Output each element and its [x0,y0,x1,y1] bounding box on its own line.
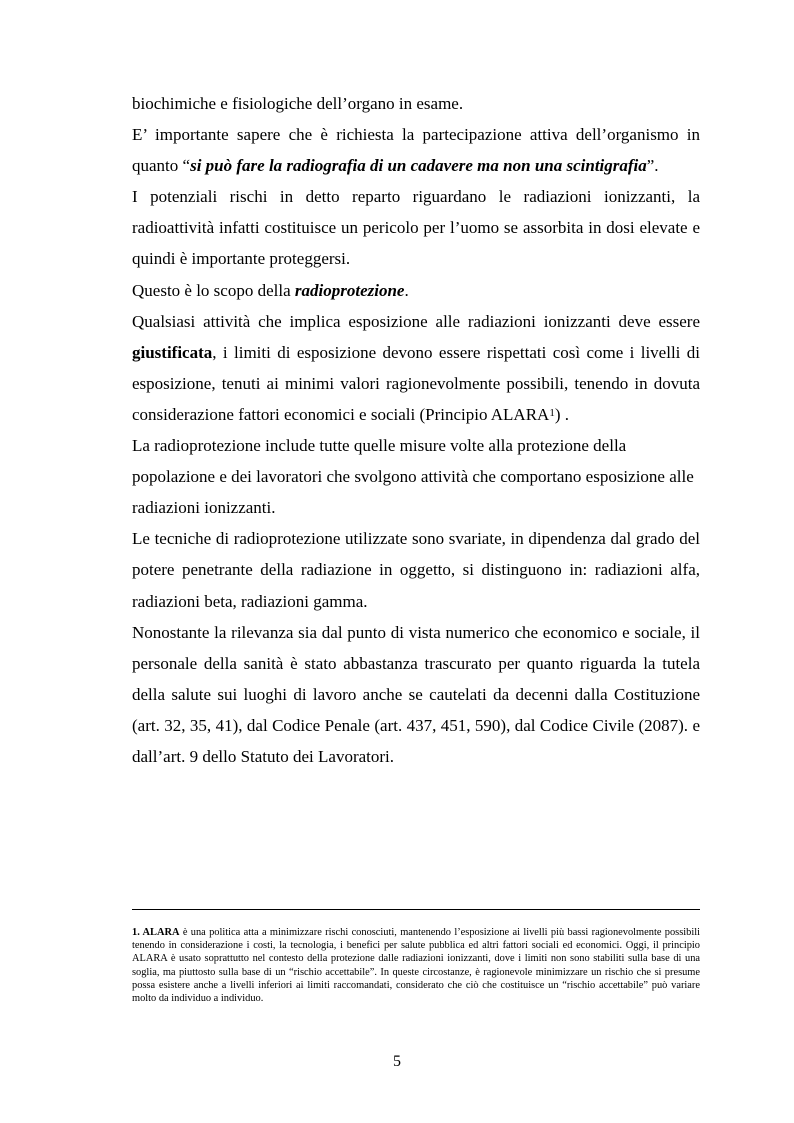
paragraph-organ-text: biochimiche e fisiologiche dell’organo in esame. [132,94,464,113]
footnote-reference[interactable]: 1 [549,406,555,419]
paragraph-scope-text: La radioprotezione include tutte quelle misure volte alla protezione della popolazione e dei lavoratori che svolgono attività che comportano esposizione alle radiazioni ionizzanti. [132,436,694,518]
participation-text-before: E’ importante sapere che è richiesta la partecipazione attiva dell’organismo in quanto “ [132,125,700,176]
purpose-text-before: Questo è lo scopo della [132,280,295,300]
page-number: 5 [393,1053,401,1070]
justification-text-end: ) . [554,404,569,424]
radioprotezione-term: radioprotezione [294,280,405,300]
footnote-separator [132,909,700,910]
purpose-text-after: . [404,280,409,300]
paragraph-techniques [132,523,700,616]
paragraph-risks-text: I potenziali rischi in detto reparto riguardano le radiazioni ionizzanti, la radioattività infatti costituisce un pericolo per l’uomo se assorbita in dosi elevate e quindi è importante proteggersi. [132,187,700,269]
footnote-text: è una politica atta a minimizzare rischi conosciuti, mantenendo l’esposizione ai livelli più bassi ragionevolmente possibili tenendo in considerazione i costi, la tecnologia, i benefici per salute pubblica ed altri fattori sociali ed economici. Oggi, il principio ALARA è usato soprattutto nel contesto della protezione dalle radiazioni ionizzanti, dove i limiti non sono stabiliti sulla base di una soglia, ma piuttosto sulla base di un “rischio accettabile”. In queste circostanze, è ragionevole minimizzare un rischio che si presume possa esistere anche a livelli inferiori ai limiti raccomandati, considerato che ciò che costituisce un “rischio accettabile” può variare molto da individuo a individuo. [132,927,700,1005]
paragraph-organ [132,88,700,119]
footnote-label: 1. ALARA [132,927,180,938]
paragraph-techniques-text: Le tecniche di radioprotezione utilizzate sono svariate, in dipendenza dal grado del potere penetrante della radiazione in oggetto, si distinguono in: radiazioni alfa, radiazioni beta, radiazioni gamma. [132,529,700,611]
justification-text-before: Qualsiasi attività che implica esposizione alle radiazioni ionizzanti deve essere [132,311,700,331]
paragraph-purpose [132,275,700,306]
participation-quote: si può fare la radiografia di un cadavere ma non una scintigrafia [190,156,647,176]
body-text [132,88,700,772]
paragraph-participation [132,119,700,181]
justification-text-after: , i limiti di esposizione devono essere rispettati così come i livelli di esposizione, tenuti ai minimi valori ragionevolmente possibili, tenendo in dovuta considerazione fattori economici e sociali (Principio ALARA [132,342,700,424]
paragraph-scope [132,430,700,523]
paragraph-healthcare-staff-text: Nonostante la rilevanza sia dal punto di vista numerico che economico e sociale, il personale della sanità è stato abbastanza trascurato per quanto riguarda la tutela della salute sui luoghi di lavoro anche se cautelati da decenni dalla Costituzione (art. 32, 35, 41), dal Codice Penale (art. 437, 451, 590), dal Codice Civile (2087). e dall’art. 9 dello Statuto dei Lavoratori. [132,622,700,766]
participation-text-after: ”. [646,156,659,176]
footnote [132,926,700,1005]
paragraph-risks [132,181,700,274]
paragraph-justification [132,306,700,430]
paragraph-healthcare-staff [132,617,700,772]
giustificata-term: giustificata [132,342,213,362]
